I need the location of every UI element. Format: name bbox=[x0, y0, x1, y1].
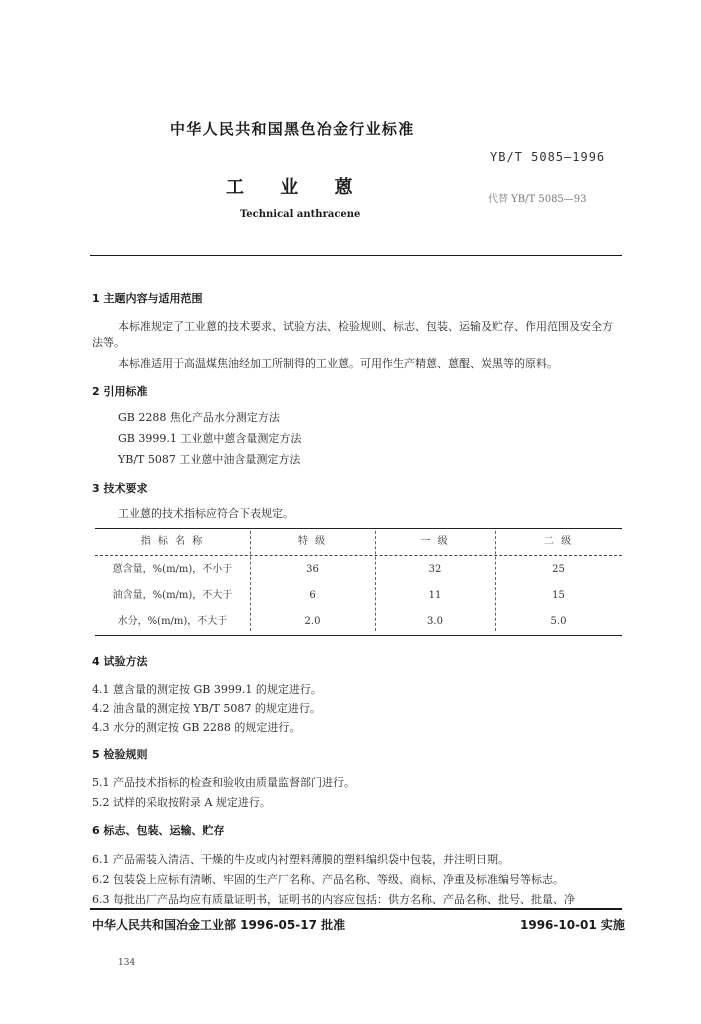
table-cell: 11 bbox=[428, 590, 442, 601]
table-row bbox=[95, 583, 622, 609]
clause-item: 4.3 水分的测定按 GB 2288 的规定进行。 bbox=[92, 721, 301, 734]
table-cell: 36 bbox=[306, 564, 319, 575]
english-title: Technical anthracene bbox=[240, 209, 361, 220]
issuing-body: 中华人民共和国黑色冶金行业标准 bbox=[170, 120, 415, 138]
section-4-heading: 4 试验方法 bbox=[92, 655, 148, 668]
table-header-cell: 特 级 bbox=[297, 536, 328, 547]
table-cell: 6 bbox=[309, 590, 316, 601]
clause-item: 4.2 油含量的测定按 YB/T 5087 的规定进行。 bbox=[92, 702, 321, 715]
section-3-heading: 3 技术要求 bbox=[92, 482, 148, 495]
footer-divider bbox=[90, 908, 622, 910]
page-title: 工 业 蒽 bbox=[226, 177, 353, 198]
section-6-heading: 6 标志、包装、运输、贮存 bbox=[92, 824, 225, 837]
table-row bbox=[95, 609, 622, 635]
reference-item: GB 3999.1 工业蒽中蒽含量测定方法 bbox=[118, 432, 302, 445]
table-cell: 蒽含量，%(m/m)，不小于 bbox=[112, 564, 233, 575]
section-5-heading: 5 检验规则 bbox=[92, 748, 148, 761]
page-number: 134 bbox=[118, 958, 136, 968]
reference-item: GB 2288 焦化产品水分测定方法 bbox=[118, 411, 280, 424]
section-1-paragraph-1: 本标准规定了工业蒽的技术要求、试验方法、检验规则、标志、包装、运输及贮存、作用范围及安全方 bbox=[118, 320, 613, 333]
table-row bbox=[95, 557, 622, 583]
table-cell: 32 bbox=[428, 564, 442, 575]
section-1-paragraph-1-cont: 法等。 bbox=[92, 336, 125, 349]
reference-item: YB/T 5087 工业蒽中油含量测定方法 bbox=[118, 453, 301, 466]
standard-code: YB/T 5085—1996 bbox=[490, 150, 606, 164]
section-1-paragraph-2: 本标准适用于高温煤焦油经加工所制得的工业蒽。可用作生产精蒽、蒽醌、炭黑等的原料。 bbox=[118, 357, 558, 370]
section-1-heading: 1 主题内容与适用范围 bbox=[92, 292, 203, 305]
table-cell: 水分，%(m/m)，不大于 bbox=[117, 616, 228, 627]
table-cell: 15 bbox=[552, 590, 565, 601]
clause-item: 6.2 包装袋上应标有清晰、牢固的生产厂名称、产品名称、等级、商标、净重及标准编号等标志。 bbox=[92, 873, 564, 886]
spec-table bbox=[95, 528, 622, 636]
header-divider bbox=[90, 255, 622, 256]
replaces-note: 代替 YB/T 5085—93 bbox=[488, 194, 587, 205]
effective-date: 1996-10-01 实施 bbox=[520, 918, 625, 932]
table-cell: 2.0 bbox=[304, 616, 321, 627]
table-header-cell: 二 级 bbox=[543, 536, 574, 547]
clause-item: 5.2 试样的采取按附录 A 规定进行。 bbox=[92, 796, 271, 809]
table-header-row bbox=[95, 529, 622, 556]
clause-item: 4.1 蒽含量的测定按 GB 3999.1 的规定进行。 bbox=[92, 683, 322, 696]
section-3-intro: 工业蒽的技术指标应符合下表规定。 bbox=[118, 507, 294, 520]
approval-line: 中华人民共和国冶金工业部 1996-05-17 批准 bbox=[92, 918, 346, 932]
table-cell: 3.0 bbox=[427, 616, 443, 627]
clause-item: 6.1 产品需装入清洁、干燥的牛皮或内衬塑料薄膜的塑料编织袋中包装，并注明日期。 bbox=[92, 853, 509, 866]
table-header-cell: 指 标 名 称 bbox=[140, 536, 205, 547]
table-cell: 5.0 bbox=[550, 616, 567, 627]
clause-item: 6.3 每批出厂产品均应有质量证明书，证明书的内容应包括：供方名称、产品名称、批号、批量、净 bbox=[92, 893, 575, 906]
table-cell: 油含量，%(m/m)，不大于 bbox=[112, 590, 233, 601]
section-2-heading: 2 引用标准 bbox=[92, 385, 148, 398]
clause-item: 5.1 产品技术指标的检查和验收由质量监督部门进行。 bbox=[92, 776, 355, 789]
table-cell: 25 bbox=[552, 564, 565, 575]
table-header-cell: 一 级 bbox=[420, 536, 450, 547]
